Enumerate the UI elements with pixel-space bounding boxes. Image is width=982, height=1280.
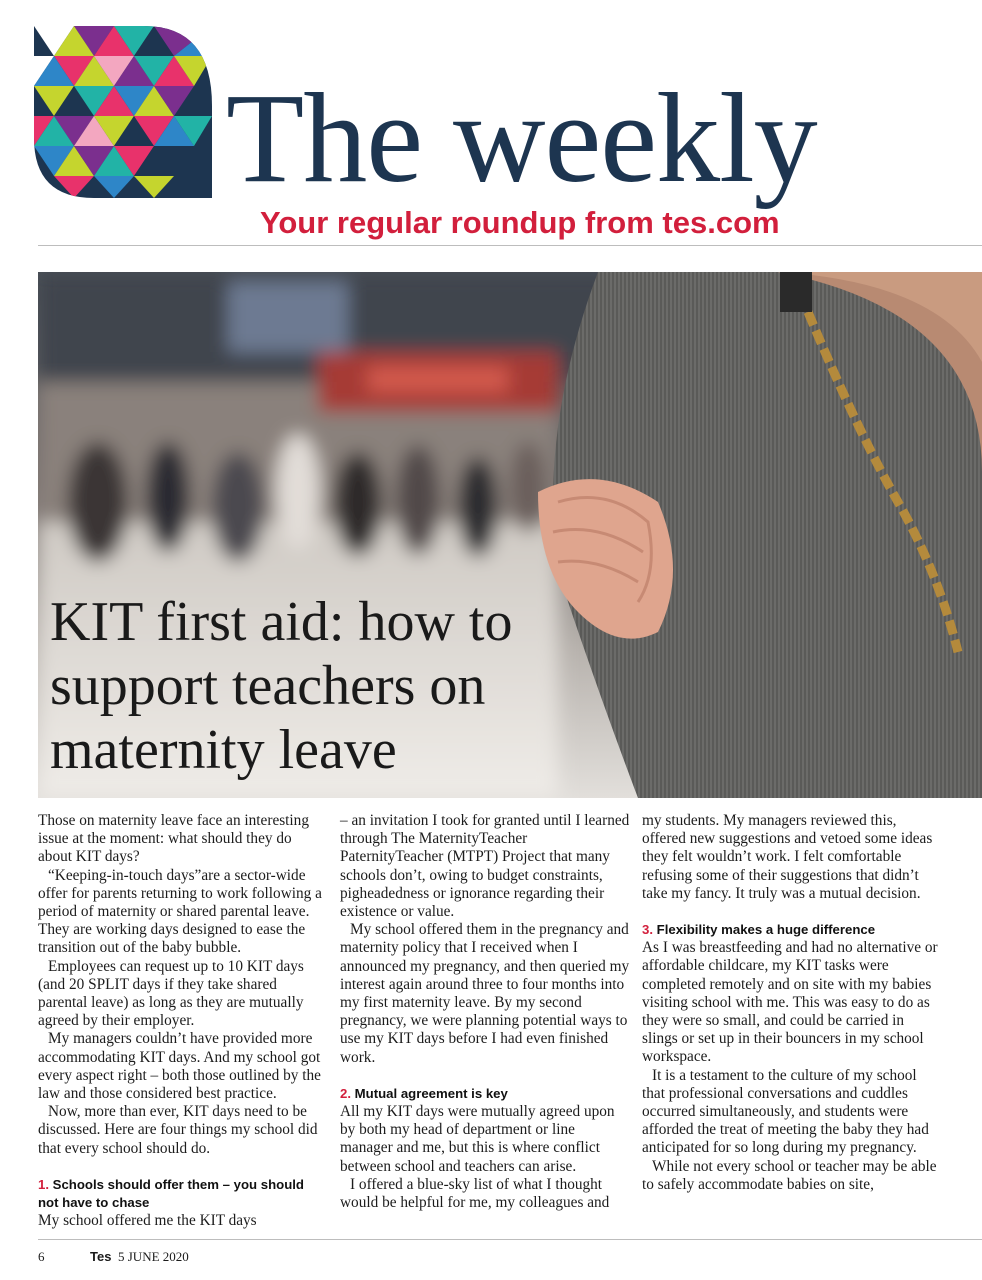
article-column-2 (340, 812, 630, 1212)
paragraph: As I was breastfeeding and had no alternative or affordable childcare, my KIT tasks were completed remotely and on site with my babies visiting school with me. This was easy to do as they were so small, and could be carried in slings or set up in their bouncers in my school workspace. (642, 939, 938, 1066)
paragraph: All my KIT days were mutually agreed upon by both my head of department or line manager and me, but this is where conflict between school and teachers can arise. (340, 1103, 615, 1175)
paragraph: “Keeping-in-touch days”are a sector-wide offer for parents returning to work following a period of maternity or shared parental leave. They are working days designed to ease the transition out of the baby bubble. (38, 866, 322, 957)
section-number: 2. (340, 1085, 351, 1101)
article-headline: KIT first aid: how to support teachers on maternity leave (50, 591, 513, 781)
section-number: 1. (38, 1176, 49, 1192)
paragraph: My managers couldn’t have provided more accommodating KIT days. And my school got every aspect right – both those outlined by the law and those considered best practice. (38, 1030, 321, 1103)
page-number: 6 (38, 1249, 45, 1264)
article-column-1 (38, 812, 328, 1230)
header-divider (38, 245, 982, 246)
section-heading-2 (340, 1085, 630, 1103)
section-heading-1 (38, 1176, 328, 1212)
paragraph: – an invitation I took for granted until I learned through The MaternityTeacher PaternityTeacher (MTPT) Project that many schools don’t, owing to budget constraints, pigheadedness or ignorance regarding their existence or value. (340, 812, 630, 921)
paragraph: my students. My managers reviewed this, offered new suggestions and vetoed some ideas they felt wouldn’t work. I felt comfortable refusing some of their suggestions that didn’t take my fancy. It truly was a mutual decision. (642, 812, 933, 902)
page-footer (38, 1249, 189, 1266)
hero-image (38, 272, 982, 798)
footer-brand: Tes (90, 1249, 112, 1264)
paragraph: It is a testament to the culture of my school that professional conversations and cuddles occurred simultaneously, and students were afforded the treat of meeting the baby they had anticipated for so long during my pregnancy. (642, 1066, 929, 1157)
article-column-3 (642, 812, 942, 1194)
section-heading-text: Schools should offer them – you should not have to chase (38, 1176, 304, 1211)
paragraph: I offered a blue-sky list of what I thought would be helpful for me, my colleagues and (340, 1175, 610, 1212)
footer-divider (38, 1239, 982, 1240)
paragraph: My school offered them in the pregnancy and maternity policy that I received when I announced my pregnancy, and then queried my interest again around three to four months into my first maternity leave. By my second pregnancy, we were planning potential ways to use my KIT days before I had even finished work. (340, 921, 630, 1066)
paragraph: My school offered me the KIT days (38, 1212, 257, 1230)
paragraph: Those on maternity leave face an interesting issue at the moment: what should they do about KIT days? (38, 812, 309, 866)
paragraph: Now, more than ever, KIT days need to be discussed. Here are four things my school did that every school should do. (38, 1103, 318, 1157)
issue-date: 5 JUNE 2020 (118, 1249, 189, 1264)
tes-logo (34, 26, 212, 198)
section-heading-text: Flexibility makes a huge difference (656, 922, 876, 938)
masthead-title: The weekly (226, 67, 817, 209)
masthead-subtitle: Your regular roundup from tes.com (260, 205, 780, 240)
section-heading-3 (642, 921, 942, 939)
paragraph: Employees can request up to 10 KIT days (and 20 SPLIT days if they take shared parental leave) as long as they are mutually agreed by their employer. (38, 957, 304, 1030)
paragraph: While not every school or teacher may be able to safely accommodate babies on site, (642, 1157, 937, 1193)
section-heading-text: Mutual agreement is key (354, 1085, 508, 1101)
section-number: 3. (642, 922, 653, 938)
